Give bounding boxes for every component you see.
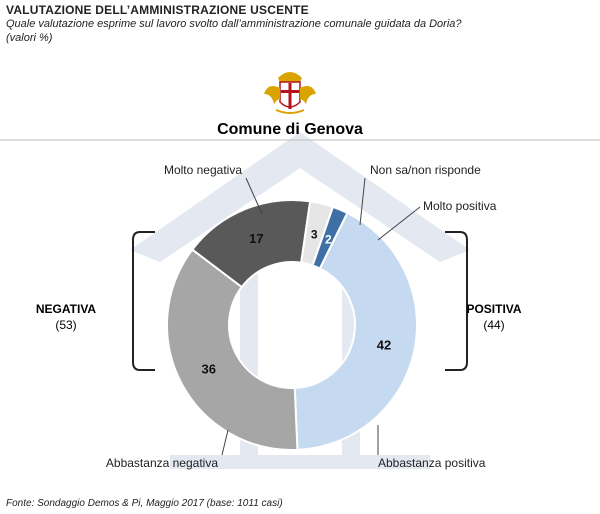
category-label-non-sa-non-risponde: Non sa/non risponde: [370, 163, 481, 177]
units-note: (valori %): [6, 32, 53, 44]
category-label-molto-negativa: Molto negativa: [163, 163, 242, 177]
positive-group-total: (44): [483, 318, 505, 332]
value-label-abbastanza-positiva: 42: [376, 337, 392, 353]
leader-abbastanza-negativa: [222, 430, 228, 455]
negative-group-total: (53): [55, 318, 77, 332]
category-label-abbastanza-negativa: Abbastanza negativa: [105, 456, 218, 470]
comune-title: Comune di Genova: [217, 121, 363, 138]
value-label-non-sa-non-risponde: 3: [310, 227, 318, 242]
value-label-molto-negativa: 17: [249, 231, 264, 247]
chart-subtitle: Quale valutazione esprime sul lavoro svolto dall’amministrazione comunale guidata da Doria?: [6, 18, 462, 30]
value-label-abbastanza-negativa: 36: [201, 361, 217, 377]
category-label-abbastanza-positiva: Abbastanza positiva: [378, 456, 486, 470]
value-label-molto-positiva: 2: [324, 232, 332, 247]
positive-group-label: POSITIVA: [466, 302, 522, 316]
category-label-molto-positiva: Molto positiva: [423, 199, 497, 213]
crest-icon: [260, 64, 320, 116]
chart-title: VALUTAZIONE DELL’AMMINISTRAZIONE USCENTE: [6, 3, 309, 17]
source-note: Fonte: Sondaggio Demos & Pi, Maggio 2017 (base: 1011 casi): [6, 498, 283, 509]
negative-group-label: NEGATIVA: [35, 302, 97, 316]
